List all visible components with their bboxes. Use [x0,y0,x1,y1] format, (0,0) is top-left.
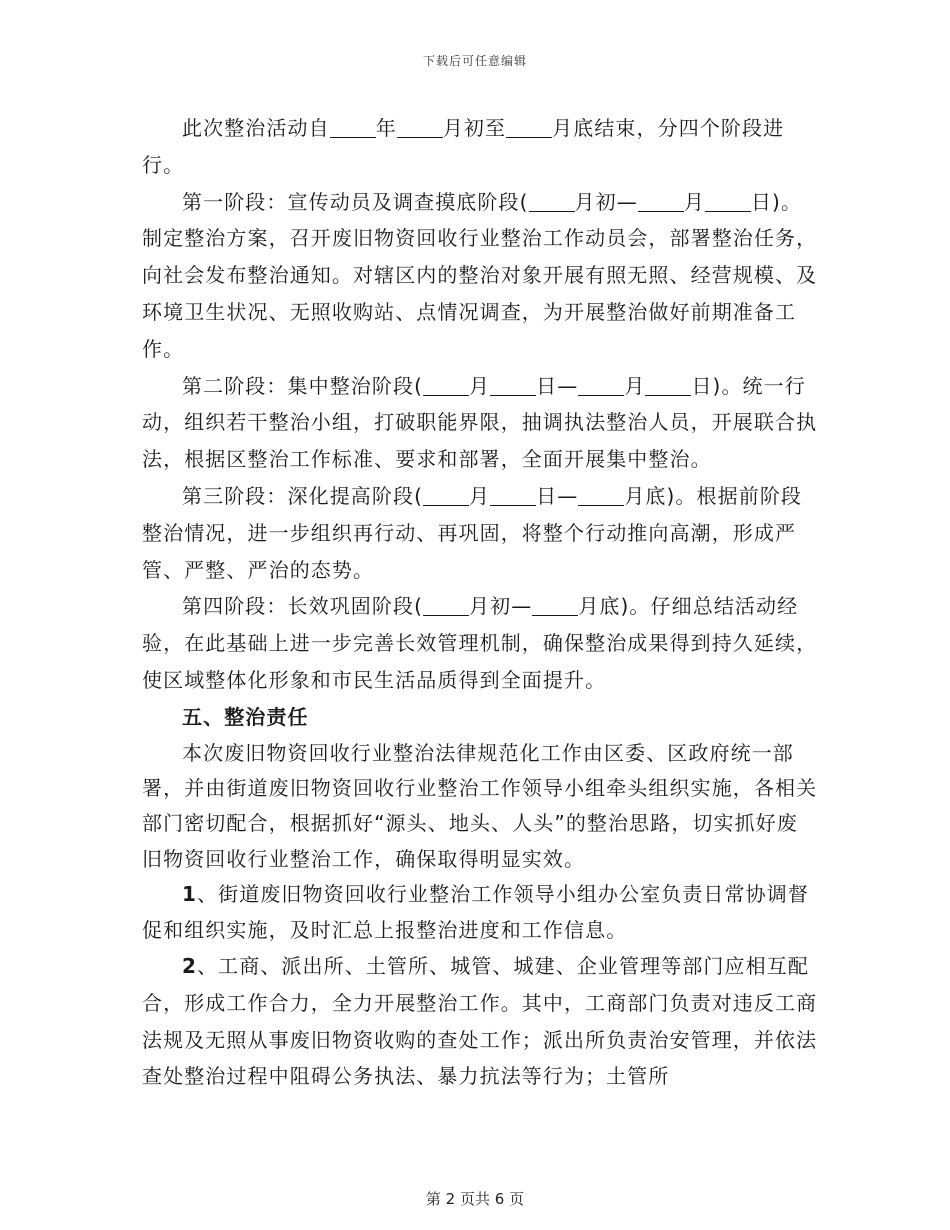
blank-line [506,117,552,138]
paragraph-responsibility-intro: 本次废旧物资回收行业整治法律规范化工作由区委、区政府统一部署，并由街道废旧物资回收行业整治工作领导小组牵头组织实施，各相关部门密切配合，根据抓好“源头、地头、人头”的整治思路，切实抓好废旧物资回收行业整治工作，确保取得明显实效。 [142,740,818,871]
paragraph-phase-1: 第一阶段：宣传动员及调查摸底阶段( 月初— 月 日)。制定整治方案，召开废旧物资回收行业整治工作动员会，部署整治任务，向社会发布整治通知。对辖区内的整治对象开展有照无照、经营规模、及环境卫生状况、无照收购站、点情况调查，为开展整治做好前期准备工作。 [142,189,818,361]
blank-line [645,375,691,396]
paragraph-schedule-intro: 此次整治活动自 年 月初至 月底结束，分四个阶段进行。 [142,116,785,177]
blank-line [529,191,575,212]
document-body [142,110,818,1095]
blank-line [490,485,536,506]
paragraph-phase-3: 第三阶段：深化提高阶段( 月 日— 月底)。根据前阶段整治情况，进一步组织再行动、再巩固，将整个行动推向高潮，形成严管、严整、严治的态势。 [142,483,803,582]
blank-line [532,595,578,616]
blank-line [423,375,469,396]
paragraph-item-2: 2、工商、派出所、土管所、城管、城建、企业管理等部门应相互配合，形成工作合力，全力开展整治工作。其中，工商部门负责对违反工商法规及无照从事废旧物资收购的查处工作；派出所负责治安管理，并依法查处整治过程中阻碍公务执法、暴力抗法等行为；土管所 [142,953,818,1089]
paragraph-phase-4: 第四阶段：长效巩固阶段( 月初— 月底)。仔细总结活动经验，在此基础上进一步完善长效管理机制，确保整治成果得到持久延续，使区域整体化形象和市民生活品质得到全面提升。 [142,594,818,692]
blank-line [423,595,469,616]
blank-line [397,117,443,138]
blank-line [578,485,624,506]
blank-line [490,375,536,396]
paragraph-item-1: 1、街道废旧物资回收行业整治工作领导小组办公室负责日常协调督促和组织实施，及时汇总上报整治进度和工作信息。 [142,882,809,942]
blank-line [423,485,469,506]
paragraph-phase-2: 第二阶段：集中整治阶段( 月 日— 月 日)。统一行动，组织若干整治小组，打破职能界限，抽调执法整治人员，开展联合执法，根据区整治工作标准、要求和部署，全面开展集中整治。 [142,373,818,472]
blank-line [705,191,751,212]
page-footer: 第 2 页共 6 页 [425,1190,525,1208]
blank-line [330,117,376,138]
blank-line [638,191,684,212]
blank-line [578,375,624,396]
section-heading-responsibility: 五、整治责任 [182,704,309,729]
page-header: 下载后可任意编辑 [422,54,527,68]
